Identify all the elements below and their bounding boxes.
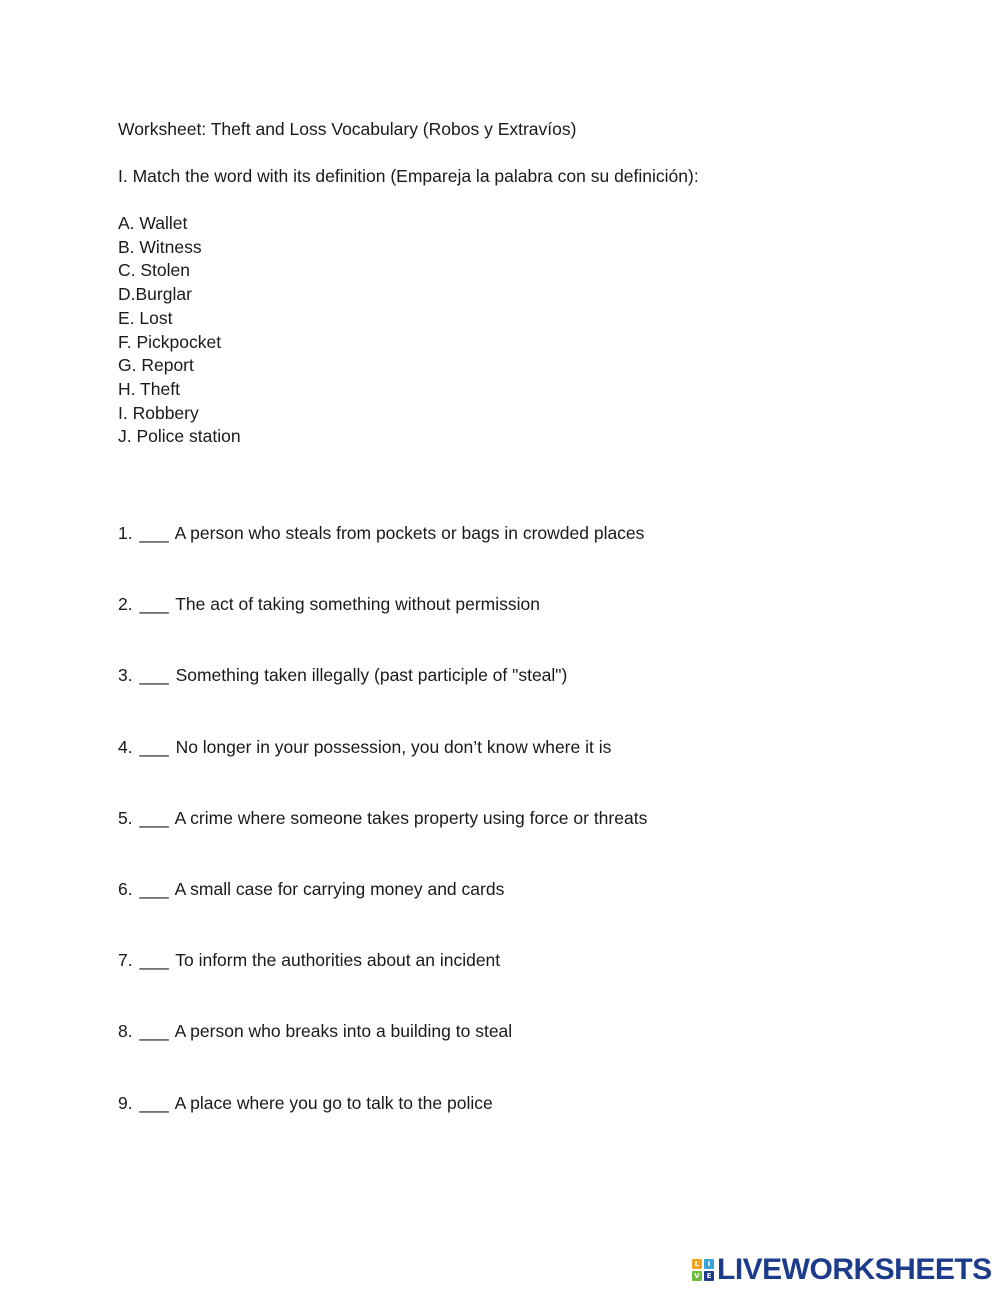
answer-blank[interactable]: ___ [139, 807, 169, 828]
logo-mark-tile: I [704, 1259, 714, 1269]
logo-text: LIVEWORKSHEETS [717, 1253, 992, 1286]
definition-text: No longer in your possession, you don’t know where it is [175, 736, 612, 757]
definition-item [118, 1019, 647, 1090]
answer-blank[interactable]: ___ [139, 665, 169, 686]
definition-item [118, 592, 647, 663]
definition-text: The act of taking something without permission [175, 594, 540, 615]
definition-text: A person who steals from pockets or bags in crowded places [174, 523, 645, 543]
answer-blank[interactable]: ___ [139, 1092, 169, 1113]
definition-number: 1. [118, 523, 133, 543]
word-item: D.Burglar [118, 284, 192, 305]
answer-blank[interactable]: ___ [139, 523, 169, 543]
definition-number: 6. [118, 878, 133, 899]
definition-item [118, 521, 647, 592]
definition-item [118, 806, 647, 877]
logo-mark-tile: E [704, 1271, 714, 1281]
definition-item [118, 735, 647, 806]
definition-text: A place where you go to talk to the police [174, 1092, 493, 1113]
definition-text: A person who breaks into a building to steal [174, 1021, 513, 1042]
definition-number: 2. [118, 594, 133, 615]
word-item: E. Lost [118, 307, 173, 328]
definition-item [118, 877, 647, 948]
definition-number: 4. [118, 736, 133, 757]
match-instruction: I. Match the word with its definition (Empareja la palabra con su definición): [118, 166, 699, 186]
answer-blank[interactable]: ___ [139, 950, 169, 971]
word-item: I. Robbery [118, 402, 199, 423]
definition-text: To inform the authorities about an incident [175, 950, 501, 971]
worksheet-title: Worksheet: Theft and Loss Vocabulary (Robos y Extravíos) [118, 119, 577, 139]
logo-mark-tile: L [692, 1259, 702, 1269]
word-item: F. Pickpocket [118, 331, 222, 352]
definition-list [118, 521, 647, 1162]
word-item: H. Theft [118, 378, 180, 399]
definition-item [118, 663, 647, 734]
answer-blank[interactable]: ___ [139, 594, 169, 615]
definition-number: 7. [118, 950, 133, 971]
definition-text: A small case for carrying money and cards [174, 878, 505, 899]
answer-blank[interactable]: ___ [139, 736, 169, 757]
definition-item [118, 948, 647, 1019]
answer-blank[interactable]: ___ [139, 878, 169, 899]
definition-number: 8. [118, 1021, 133, 1042]
definition-number: 5. [118, 807, 133, 828]
answer-blank[interactable]: ___ [139, 1021, 169, 1042]
word-list [118, 212, 241, 449]
definition-item [118, 1091, 647, 1162]
logo-mark-icon [692, 1259, 714, 1281]
word-item: B. Witness [118, 236, 202, 257]
logo-mark-tile: V [692, 1271, 702, 1281]
definition-text: Something taken illegally (past participle of "steal") [175, 665, 568, 686]
word-item: J. Police station [118, 426, 241, 447]
word-item: C. Stolen [118, 260, 190, 281]
definition-number: 3. [118, 665, 133, 686]
definition-text: A crime where someone takes property using force or threats [174, 807, 648, 828]
word-item: A. Wallet [118, 213, 188, 233]
liveworksheets-logo [692, 1254, 992, 1286]
word-item: G. Report [118, 355, 194, 376]
definition-number: 9. [118, 1092, 133, 1113]
